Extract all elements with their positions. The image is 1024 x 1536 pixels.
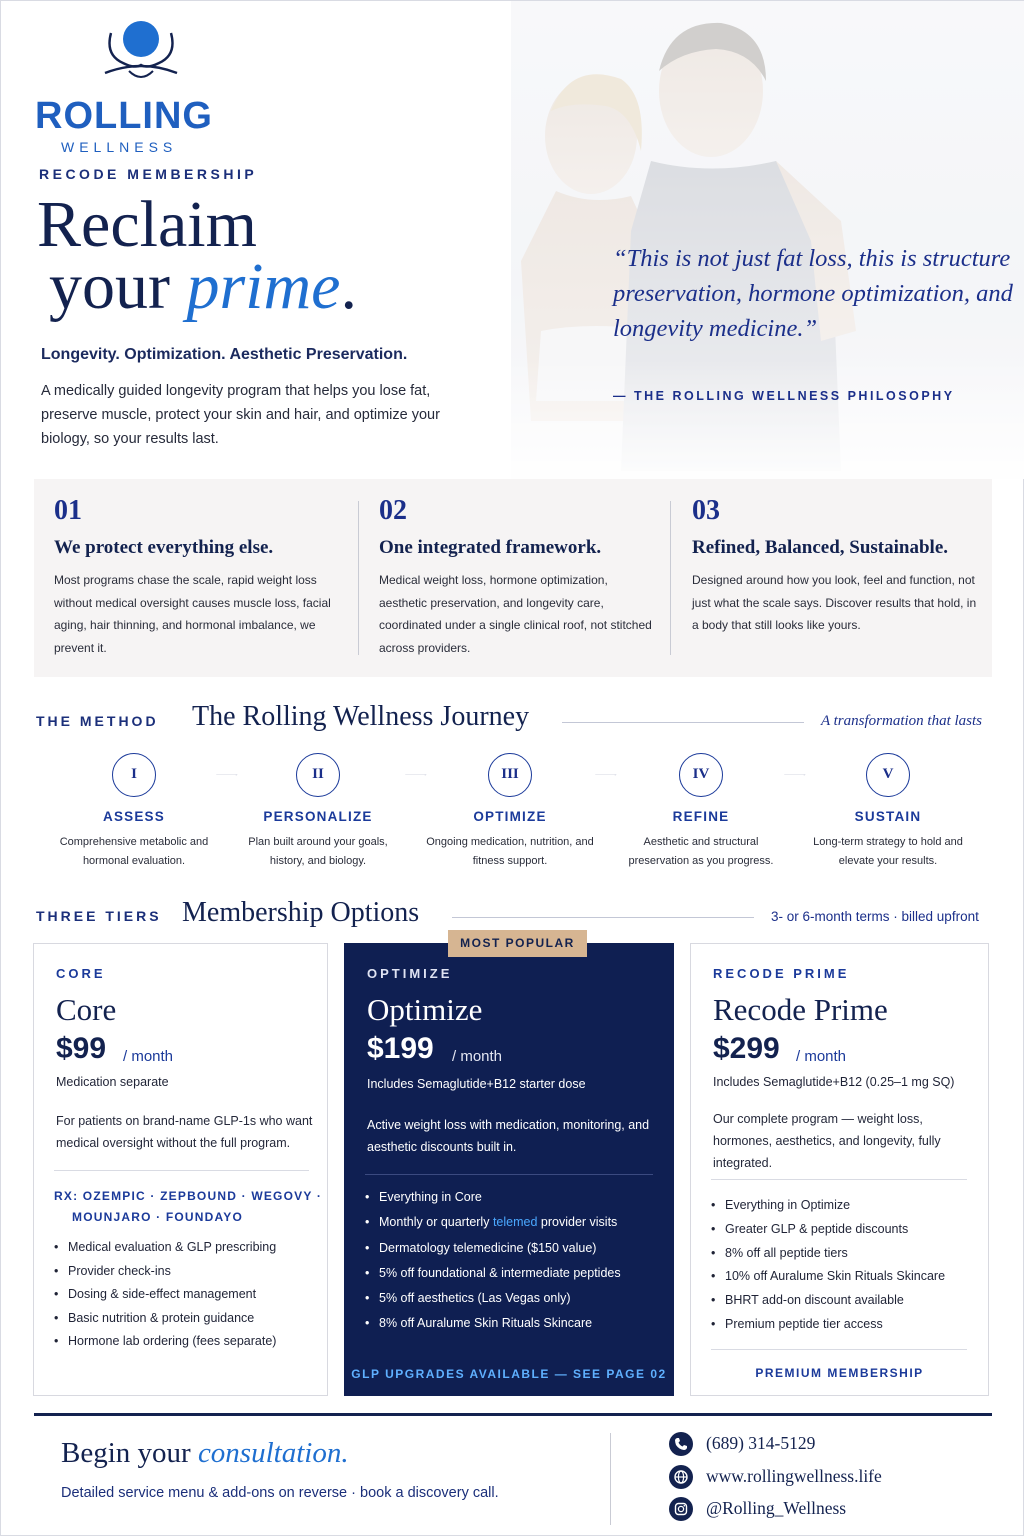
tiers-rule bbox=[452, 917, 754, 918]
hero-eyebrow: RECODE MEMBERSHIP bbox=[39, 166, 258, 182]
method-rule bbox=[562, 722, 804, 723]
lotus-figure-icon bbox=[101, 15, 181, 85]
step-sustain bbox=[793, 753, 983, 873]
footer-rule bbox=[34, 1413, 992, 1416]
step-refine bbox=[606, 753, 796, 873]
pillar-3 bbox=[692, 479, 982, 677]
step-assess bbox=[39, 753, 229, 873]
tier-eyebrow: CORE bbox=[56, 966, 106, 981]
step-numeral: I bbox=[112, 753, 156, 797]
list-item: • Provider check-ins bbox=[54, 1264, 319, 1288]
tier-blurb: Our complete program — weight loss, hormones, aesthetics, and longevity, fully integrated. bbox=[713, 1112, 941, 1170]
tier-price: $299 bbox=[713, 1032, 780, 1065]
list-item bbox=[365, 1215, 665, 1240]
step-description: Comprehensive metabolic and hormonal evaluation. bbox=[59, 836, 209, 867]
hero-photo bbox=[511, 1, 1024, 479]
pillar-title: We protect everything else. bbox=[54, 537, 274, 558]
headline-period: . bbox=[340, 250, 357, 323]
headline-accent: prime bbox=[186, 250, 341, 323]
list-item: • Greater GLP & peptide discounts bbox=[711, 1222, 981, 1246]
list-item: • Medical evaluation & GLP prescribing bbox=[54, 1240, 319, 1264]
list-item: • Basic nutrition & protein guidance bbox=[54, 1311, 319, 1335]
arrow-right-icon bbox=[373, 774, 459, 776]
list-item: • Hormone lab ordering (fees separate) bbox=[54, 1334, 319, 1358]
most-popular-badge: MOST POPULAR bbox=[448, 930, 587, 957]
tier-divider bbox=[365, 1174, 653, 1175]
tier-divider bbox=[711, 1349, 967, 1350]
globe-icon bbox=[669, 1465, 693, 1489]
brand-logo bbox=[31, 15, 231, 155]
philosophy-quote: “This is not just fat loss, this is structure preservation, hormone optimization, and longevity medicine.” bbox=[613, 245, 1013, 342]
headline-plain: your bbox=[49, 250, 187, 323]
step-optimize bbox=[415, 753, 605, 873]
list-item: • 5% off foundational & intermediate peptides bbox=[365, 1266, 665, 1291]
telemed-highlight: telemed bbox=[492, 1215, 538, 1230]
tier-card-recode-prime bbox=[690, 943, 989, 1396]
step-numeral: III bbox=[488, 753, 532, 797]
instagram-handle: @Rolling_Wellness bbox=[706, 1498, 847, 1518]
cta-accent: consultation. bbox=[197, 1437, 349, 1469]
step-description: Long-term strategy to hold and elevate your results. bbox=[813, 836, 963, 867]
step-numeral: IV bbox=[679, 753, 723, 797]
list-item: • 8% off Auralume Skin Rituals Skincare bbox=[365, 1316, 665, 1341]
pillar-divider bbox=[358, 501, 359, 655]
pillar-number: 01 bbox=[54, 495, 82, 526]
phone-icon bbox=[669, 1432, 693, 1456]
pillars-panel bbox=[34, 479, 992, 677]
tier-price: $199 bbox=[367, 1032, 434, 1065]
pillar-number: 03 bbox=[692, 495, 720, 526]
step-numeral: V bbox=[866, 753, 910, 797]
step-label: SUSTAIN bbox=[854, 809, 922, 824]
step-personalize bbox=[223, 753, 413, 873]
tier-includes: Medication separate bbox=[56, 1075, 169, 1089]
feature-text-end: provider visits bbox=[537, 1215, 618, 1230]
glp-upgrades-link[interactable]: GLP UPGRADES AVAILABLE — SEE PAGE 02 bbox=[351, 1367, 667, 1381]
headline-line-1: Reclaim bbox=[37, 188, 257, 261]
tier-card-core bbox=[33, 943, 328, 1396]
cta-heading bbox=[61, 1437, 349, 1470]
tier-name: Recode Prime bbox=[713, 992, 888, 1027]
tier-includes: Includes Semaglutide+B12 starter dose bbox=[367, 1077, 586, 1091]
list-item: • Dermatology telemedicine ($150 value) bbox=[365, 1241, 665, 1266]
pillar-body: Most programs chase the scale, rapid weight loss without medical oversight causes muscle loss, facial aging, hair thinning, and hormonal imbalance, we prevent it. bbox=[54, 573, 331, 655]
step-label: OPTIMIZE bbox=[473, 809, 547, 824]
tier-period: / month bbox=[123, 1048, 174, 1065]
rx-line-1: RX: OZEMPIC · ZEPBOUND · WEGOVY · bbox=[54, 1189, 323, 1203]
method-title: The Rolling Wellness Journey bbox=[192, 701, 530, 732]
arrow-right-icon bbox=[752, 774, 838, 776]
tier-period: / month bbox=[796, 1048, 847, 1065]
tier-feature-list bbox=[711, 1198, 981, 1341]
rx-line-2: MOUNJARO · FOUNDAYO bbox=[72, 1210, 244, 1224]
cta-plain: Begin your bbox=[61, 1437, 198, 1469]
arrow-right-icon bbox=[184, 774, 270, 776]
rx-list bbox=[54, 1186, 324, 1228]
method-note: A transformation that lasts bbox=[821, 713, 983, 729]
hero-intro: A medically guided longevity program that helps you lose fat, preserve muscle, protect your skin and hair, and optimize your biology, so your results last. bbox=[41, 383, 440, 447]
list-item: • Dosing & side-effect management bbox=[54, 1287, 319, 1311]
tiers-note: 3- or 6-month terms · billed upfront bbox=[771, 909, 979, 924]
pillar-divider bbox=[670, 501, 671, 655]
pillar-body: Medical weight loss, hormone optimization, aesthetic preservation, and longevity care, coordinated under a single clinical roof, not stitched across providers. bbox=[379, 573, 652, 655]
tier-divider bbox=[711, 1179, 967, 1180]
feature-text: Monthly or quarterly bbox=[379, 1215, 493, 1230]
tiers-title: Membership Options bbox=[182, 897, 420, 928]
list-item: • Premium peptide tier access bbox=[711, 1317, 981, 1341]
step-numeral: II bbox=[296, 753, 340, 797]
step-description: Aesthetic and structural preservation as you progress. bbox=[628, 836, 774, 867]
tier-eyebrow: RECODE PRIME bbox=[713, 966, 850, 981]
tier-name: Core bbox=[56, 992, 117, 1027]
pillar-number: 02 bbox=[379, 495, 407, 526]
pillar-2 bbox=[379, 479, 669, 677]
website-url: www.rollingwellness.life bbox=[706, 1466, 882, 1486]
tier-card-optimize bbox=[344, 943, 674, 1396]
footer-divider bbox=[610, 1433, 611, 1525]
pillar-title: One integrated framework. bbox=[379, 537, 602, 558]
arrow-right-icon bbox=[563, 774, 649, 776]
tier-feature-list bbox=[365, 1190, 665, 1342]
tier-name: Optimize bbox=[367, 992, 483, 1027]
cta-subtext: Detailed service menu & add-ons on reverse · book a discovery call. bbox=[61, 1485, 499, 1501]
couple-photo-illustration bbox=[511, 1, 1024, 479]
brand-subtitle: WELLNESS bbox=[61, 139, 178, 155]
pillar-body: Designed around how you look, feel and function, not just what the scale says. Discover results that hold, in a body that still looks like yours. bbox=[692, 573, 977, 632]
pillar-title: Refined, Balanced, Sustainable. bbox=[692, 537, 949, 558]
list-item: • 5% off aesthetics (Las Vegas only) bbox=[365, 1291, 665, 1316]
step-label: PERSONALIZE bbox=[263, 809, 373, 824]
pillar-1 bbox=[54, 479, 354, 677]
list-item: • Everything in Core bbox=[365, 1190, 665, 1215]
list-item: • BHRT add-on discount available bbox=[711, 1293, 981, 1317]
tier-price: $99 bbox=[56, 1032, 107, 1065]
brand-wordmark: ROLLING bbox=[35, 95, 213, 137]
method-eyebrow: THE METHOD bbox=[36, 713, 159, 729]
tier-eyebrow: OPTIMIZE bbox=[367, 966, 453, 981]
headline-line-2 bbox=[49, 251, 357, 323]
hero-tagline: Longevity. Optimization. Aesthetic Preservation. bbox=[41, 346, 408, 363]
step-description: Ongoing medication, nutrition, and fitness support. bbox=[426, 836, 594, 867]
list-item: • Everything in Optimize bbox=[711, 1198, 981, 1222]
tier-divider bbox=[54, 1170, 309, 1171]
instagram-icon bbox=[669, 1497, 693, 1521]
tier-blurb: Active weight loss with medication, monitoring, and aesthetic discounts built in. bbox=[367, 1118, 650, 1154]
premium-membership-label: PREMIUM MEMBERSHIP bbox=[755, 1366, 924, 1380]
tier-includes: Includes Semaglutide+B12 (0.25–1 mg SQ) bbox=[713, 1075, 955, 1089]
phone-number: (689) 314-5129 bbox=[706, 1433, 816, 1453]
step-description: Plan built around your goals, history, and biology. bbox=[248, 836, 388, 867]
step-label: REFINE bbox=[672, 809, 730, 824]
list-item: • 10% off Auralume Skin Rituals Skincare bbox=[711, 1269, 981, 1293]
tiers-eyebrow: THREE TIERS bbox=[36, 908, 162, 924]
step-label: ASSESS bbox=[103, 809, 165, 824]
tier-feature-list bbox=[54, 1240, 319, 1358]
list-item: • 8% off all peptide tiers bbox=[711, 1246, 981, 1270]
tier-blurb: For patients on brand-name GLP-1s who want medical oversight without the full program. bbox=[56, 1114, 313, 1150]
quote-attribution: — THE ROLLING WELLNESS PHILOSOPHY bbox=[613, 389, 955, 403]
tier-period: / month bbox=[452, 1048, 503, 1065]
